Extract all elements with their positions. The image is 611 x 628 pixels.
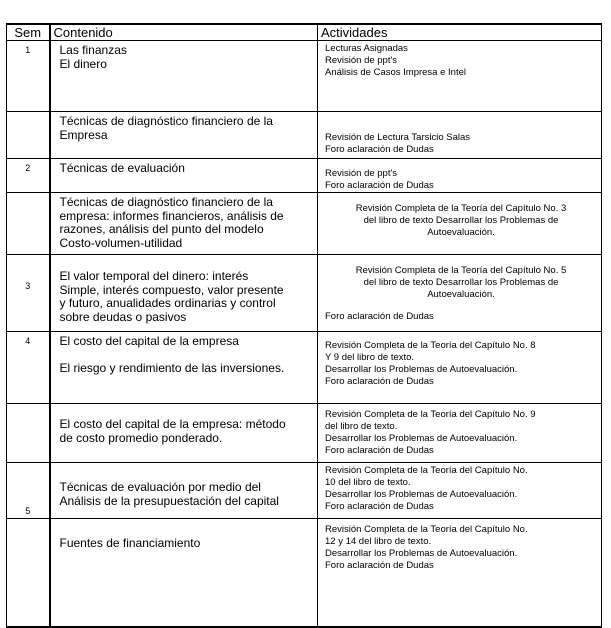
activity-line: del libro de texto Desarrollar los Problemas de <box>363 215 559 226</box>
content-line: Técnicas de evaluación por medio del <box>59 480 261 494</box>
activity-line: Revisión de ppt's <box>325 55 398 66</box>
sem-cell: 2 <box>7 159 50 193</box>
content-cell <box>50 193 318 255</box>
content-cell <box>50 41 318 112</box>
activity-line: Autoevaluación. <box>427 289 495 300</box>
header-actividades: Actividades <box>318 24 602 41</box>
activity-line: Foro aclaración de Dudas <box>325 560 434 571</box>
content-line: El costo del capital de la empresa <box>59 334 239 348</box>
table-row <box>7 41 602 112</box>
activity-cell <box>318 193 602 255</box>
activity-cell <box>318 404 602 463</box>
content-line: de costo promedio ponderado. <box>59 430 223 445</box>
activity-line: Foro aclaración de Dudas <box>325 144 434 155</box>
activity-line: Foro aclaración de Dudas <box>325 445 434 456</box>
header-row <box>7 24 602 41</box>
activity-line: Desarrollar los Problemas de Autoevaluación. <box>325 489 518 500</box>
content-line: y futuro, anualidades ordinarias y control <box>59 296 276 310</box>
content-cell <box>50 112 318 159</box>
activity-cell <box>318 463 602 519</box>
activity-line: Análisis de Casos Impresa e Intel <box>325 67 466 78</box>
activity-line: Revisión Completa de la Teoría del Capítulo No. <box>325 465 528 476</box>
sem-cell: 4 <box>7 332 50 404</box>
activity-line: Desarrollar los Problemas de Autoevaluación. <box>325 433 518 444</box>
content-line: Empresa <box>59 127 108 142</box>
sem-cell <box>7 519 50 627</box>
activity-line: Foro aclaración de Dudas <box>325 180 434 191</box>
content-cell <box>50 519 318 627</box>
activity-line: 12 y 14 del libro de texto. <box>325 536 432 547</box>
activity-line: Revisión Completa de la Teoría del Capítulo No. 3 <box>355 203 567 214</box>
content-line: El valor temporal del dinero: interés <box>59 269 249 283</box>
activity-line: Foro aclaración de Dudas <box>325 501 434 512</box>
content-cell <box>50 255 318 332</box>
activity-line: Desarrollar los Problemas de Autoevaluación. <box>325 364 518 375</box>
content-line: razones, análisis del punto del modelo <box>59 222 264 236</box>
activity-line: Revisión de Lectura Tarsicio Salas <box>325 132 471 143</box>
content-line: Técnicas de evaluación <box>59 161 185 175</box>
activity-line: Autoevaluación. <box>427 227 495 238</box>
activity-cell <box>318 332 602 404</box>
sem-cell: 3 <box>7 255 50 332</box>
activity-line: Foro aclaración de Dudas <box>325 311 434 322</box>
activity-line: Y 9 del libro de texto. <box>325 352 415 363</box>
content-line: El dinero <box>59 56 107 71</box>
activity-line: Revisión Completa de la Teoría del Capítulo No. 8 <box>325 340 536 351</box>
table-row <box>7 193 602 255</box>
content-line: Análisis de la presupuestación del capital <box>59 493 279 508</box>
activity-cell <box>318 255 602 332</box>
activity-line: Revisión Completa de la Teoría del Capítulo No. 5 <box>355 265 567 276</box>
activity-cell <box>318 159 602 193</box>
content-line: Fuentes de financiamiento <box>59 536 201 550</box>
activity-line: Revisión Completa de la Teoría del Capítulo No. <box>325 524 528 535</box>
content-line: empresa: informes financieros, análisis de <box>59 208 284 223</box>
content-line: Simple, interés compuesto, valor presente <box>59 282 284 297</box>
table-row <box>7 519 602 627</box>
content-cell <box>50 463 318 519</box>
content-line: El riesgo y rendimiento de las inversiones. <box>59 360 285 375</box>
header-contenido: Contenido <box>50 24 318 41</box>
content-line: Costo-volumen-utilidad <box>59 235 183 250</box>
sem-cell <box>7 193 50 255</box>
table-row <box>7 112 602 159</box>
sem-cell: 1 <box>7 41 50 112</box>
activity-cell <box>318 112 602 159</box>
content-line: Las finanzas <box>59 43 127 57</box>
content-cell <box>50 332 318 404</box>
content-line: Técnicas de diagnóstico financiero de la <box>59 114 273 128</box>
activity-line: Lecturas Asignadas <box>325 43 408 54</box>
content-cell <box>50 159 318 193</box>
activity-line: Revisión de ppt's <box>325 168 398 179</box>
sem-cell <box>7 112 50 159</box>
schedule-table <box>6 23 602 628</box>
activity-line: Desarrollar los Problemas de Autoevaluación. <box>325 548 518 559</box>
activity-line: del libro de texto Desarrollar los Problemas de <box>363 277 559 288</box>
activity-cell <box>318 41 602 112</box>
activity-line: Revisión Completa de la Teoría del Capítulo No. 9 <box>325 409 536 420</box>
sem-cell: 5 <box>7 463 50 519</box>
table-row <box>7 255 602 332</box>
content-line: sobre deudas o pasivos <box>59 309 187 324</box>
content-line: El costo del capital de la empresa: método <box>59 417 286 431</box>
sem-cell <box>7 404 50 463</box>
content-cell <box>50 404 318 463</box>
activity-line: 10 del libro de texto. <box>325 477 411 488</box>
table-row <box>7 332 602 404</box>
activity-line: Foro aclaración de Dudas <box>325 376 434 387</box>
content-line: Técnicas de diagnóstico financiero de la <box>59 195 273 209</box>
header-sem: Sem <box>7 24 50 41</box>
activity-line: del libro de texto. <box>325 421 398 432</box>
table-row <box>7 463 602 519</box>
activity-cell <box>318 519 602 627</box>
table-row <box>7 404 602 463</box>
table-row <box>7 159 602 193</box>
